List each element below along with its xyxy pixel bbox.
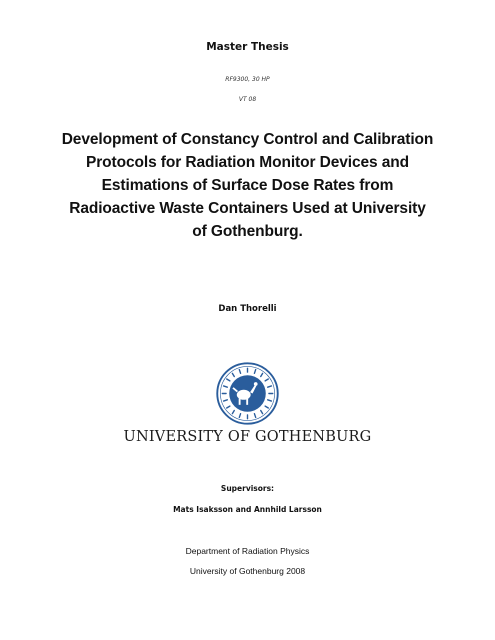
supervisors-heading: Supervisors: bbox=[220, 484, 275, 493]
thesis-title: Development of Constancy Control and Calibration Protocols for Radiation Monitor Devices and Estimations of Surface Dose Rates from Radioactive Waste Containers Used at University of Gothenburg. bbox=[61, 131, 434, 240]
course-code: RF9300, 30 HP bbox=[225, 76, 270, 83]
university-seal-icon bbox=[216, 362, 279, 425]
author-name: Dan Thorelli bbox=[218, 304, 277, 314]
department-name: Department of Radiation Physics bbox=[185, 546, 310, 556]
supervisors-names: Mats Isaksson and Annhild Larsson bbox=[173, 505, 322, 514]
university-wordmark: UNIVERSITY OF GOTHENBURG bbox=[123, 429, 372, 445]
university-year: University of Gothenburg 2008 bbox=[189, 566, 306, 576]
document-type: Master Thesis bbox=[206, 41, 289, 53]
version-label: VT 08 bbox=[238, 96, 257, 103]
